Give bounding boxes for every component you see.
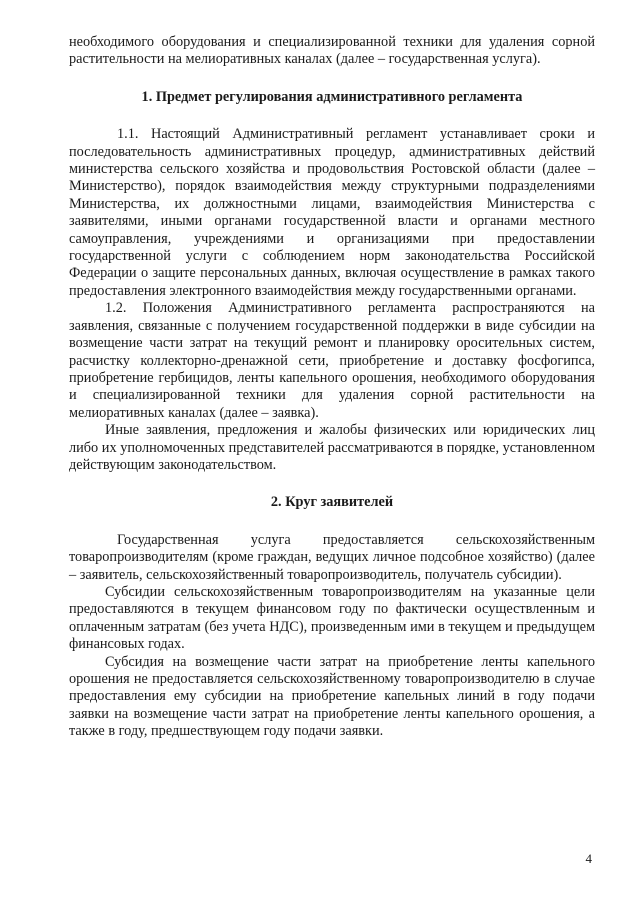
page-number: 4 <box>585 851 592 866</box>
section-2-heading: 2. Круг заявителей <box>270 494 394 511</box>
section-1-heading: 1. Предмет регулирования административного регламента <box>141 88 523 105</box>
section-1-paragraph: 1.1. Настоящий Административный регламент устанавливает сроки и последовательность административных процедур, административных действий министерства сельского хозяйства и продовольствия Ростовской области (далее – Министерство), порядок взаимодействия между структурными подразделениями Министерства, их должностными лицами, взаимодействия Министерства с заявителями, иными органами государственной власти и органами местного самоуправления, учреждениями и организациями при предоставлении государственной услуги с соблюдением норм законодательства Российской Федерации о защите персональных данных, включая осуществление в рамках такого предоставления электронного взаимодействия между государственными органами. <box>69 126 595 299</box>
intro-fragment: необходимого оборудования и специализированной техники для удаления сорной растительности на мелиоративных каналах (далее – государственная услуга). <box>69 34 595 68</box>
section-2-paragraph: Государственная услуга предоставляется сельскохозяйственным товаропроизводителям (кроме граждан, ведущих личное подсобное хозяйство) (далее – заявитель, сельскохозяйственный товаропроизводитель, получатель субсидии). <box>69 531 595 583</box>
section-2-paragraph: Субсидия на возмещение части затрат на приобретение ленты капельного орошения не предоставляется сельскохозяйственному товаропроизводителю в случае предоставления ему субсидии на приобретение капельных линий в году подачи заявки на возмещение части затрат на приобретение ленты капельного орошения, а также в году, предшествующем году подачи заявки. <box>69 653 595 740</box>
section-1-paragraph: Иные заявления, предложения и жалобы физических или юридических лиц либо их уполномоченных представителей рассматриваются в порядке, установленном действующим законодательством. <box>69 422 595 473</box>
section-2-paragraph: Субсидии сельскохозяйственным товаропроизводителям на указанные цели предоставляются в текущем финансовом году по фактически осуществленным и оплаченным затратам (без учета НДС), произведенным ими в текущем и предыдущем финансовых годах. <box>69 583 595 653</box>
document-page <box>69 34 595 741</box>
section-1-paragraph: 1.2. Положения Административного регламента распространяются на заявления, связанные с получением государственной поддержки в виде субсидии на возмещение части затрат на текущий ремонт и планировку оросительных систем, расчистку коллекторно-дренажной сети, приобретение и доставку фосфогипса, приобретение гербицидов, ленты капельного орошения, необходимого оборудования и специализированной техники для удаления сорной растительности на мелиоративных каналах (далее – заявка). <box>69 300 595 421</box>
